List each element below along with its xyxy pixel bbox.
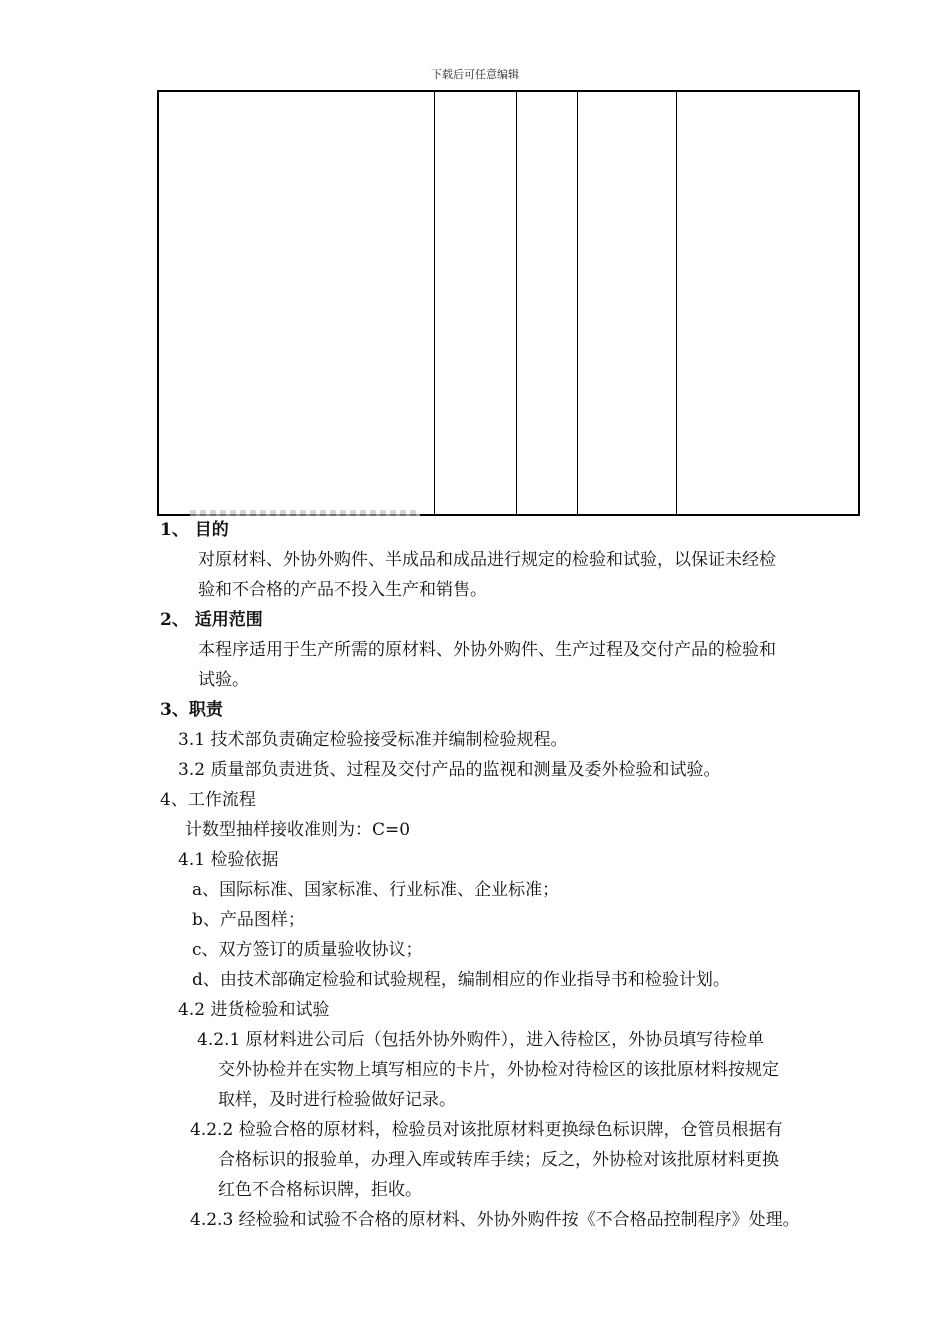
paragraph-line: 试验。 [198,670,249,690]
paragraph-line: 4.2.2 检验合格的原材料，检验员对该批原材料更换绿色标识牌，仓管员根据有 [190,1120,783,1140]
paragraph-line: 合格标识的报验单，办理入库或转库手续；反之，外协检对该批原材料更换 [218,1150,779,1170]
section-1-heading: 1、 目的 [160,520,229,540]
faint-text-artifact [190,510,420,516]
list-item: d、由技术部确定检验和试验规程，编制相应的作业指导书和检验计划。 [192,970,730,990]
paragraph-line: 对原材料、外协外购件、半成品和成品进行规定的检验和试验，以保证未经检 [198,550,776,570]
paragraph-line: 4.2.3 经检验和试验不合格的原材料、外协外购件按《不合格品控制程序》处理。 [190,1210,800,1230]
paragraph-line: 取样，及时进行检验做好记录。 [218,1090,456,1110]
paragraph-line: 本程序适用于生产所需的原材料、外协外购件、生产过程及交付产品的检验和 [198,640,776,660]
paragraph-line: 交外协检并在实物上填写相应的卡片，外协检对待检区的该批原材料按规定 [218,1060,779,1080]
paragraph-line: 4.2.1 原材料进公司后（包括外协外购件），进入待检区，外协员填写待检单 [197,1030,765,1050]
section-3-heading: 3、职责 [160,700,223,720]
paragraph-line: 3.1 技术部负责确定检验接受标准并编制检验规程。 [178,730,568,750]
list-item: c、双方签订的质量验收协议； [192,940,423,960]
paragraph-line: 红色不合格标识牌，拒收。 [218,1180,422,1200]
table-column-divider [676,92,677,514]
table-column-divider [516,92,517,514]
table-column-divider [577,92,578,514]
table-column-divider [434,92,435,514]
subsection-title: 4.1 检验依据 [178,850,279,870]
section-2-heading: 2、 适用范围 [160,610,263,630]
paragraph-line: 计数型抽样接收准则为：C=0 [185,820,411,840]
subsection-title: 4.2 进货检验和试验 [178,1000,330,1020]
empty-table [157,90,860,516]
section-4-heading: 4、工作流程 [160,790,256,810]
list-item: b、产品图样； [192,910,305,930]
page-header: 下载后可任意编辑 [431,68,519,81]
paragraph-line: 3.2 质量部负责进货、过程及交付产品的监视和测量及委外检验和试验。 [178,760,721,780]
paragraph-line: 验和不合格的产品不投入生产和销售。 [198,580,487,600]
list-item: a、国际标准、国家标准、行业标准、企业标准； [192,880,560,900]
